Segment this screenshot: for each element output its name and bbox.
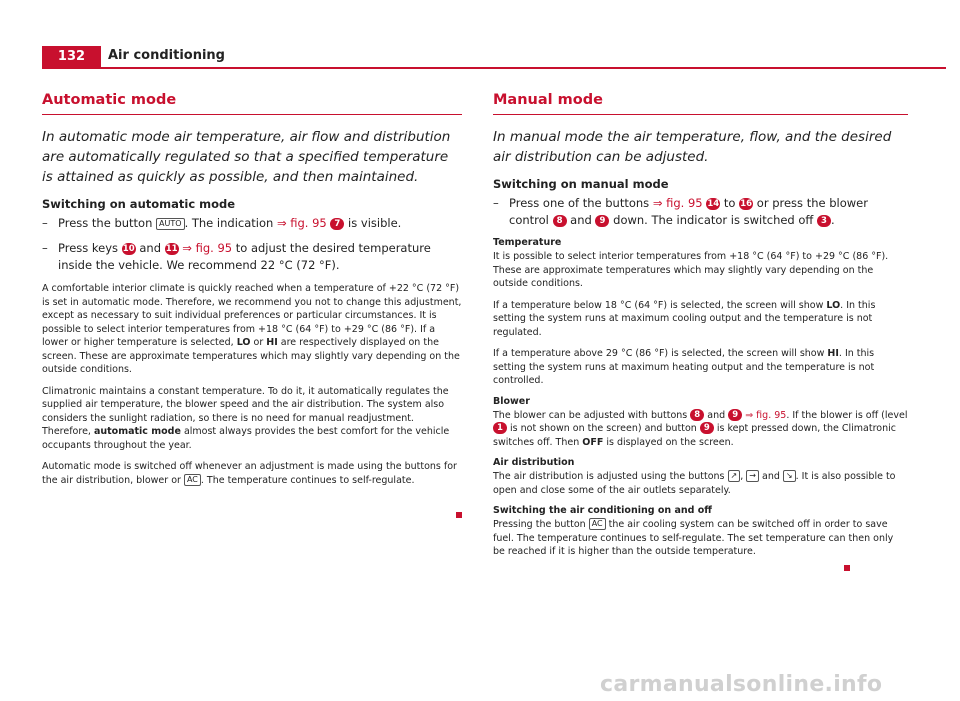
temperature-paragraph-3: If a temperature above 29 °C (86 °F) is selected, the screen will show HI. In this setting the system runs at maximum heating output and the temperature is not controlled. [493,348,875,386]
switching-on-automatic-subhead: Switching on automatic mode [42,197,236,211]
callout-3: 3 [817,215,831,227]
auto-step-1: – Press the button AUTO . The indication ⇒ fig. 95 7 is visible. [42,216,402,230]
blower-paragraph: The blower can be adjusted with buttons 8 and 9 ⇒ fig. 95. If the blower is off (level 1 is not shown on the screen) and button 9 is kept pressed down, the Climatronic switches off. Then OFF is displayed on the screen. [493,409,908,448]
section-end-marker [844,565,850,571]
callout-8: 8 [553,215,567,227]
auto-paragraph-3: Automatic mode is switched off whenever an adjustment is made using the buttons for the air distribution, blower or AC . The temperature continues to self-regulate. [42,461,457,486]
auto-paragraph-1: A comfortable interior climate is quickly reached when a temperature of +22 °C (72 °F) is set in automatic mode. Therefore, we recommend you not to change this adjustment, except as necessary to suit individual preferences or particular circumstances. It is possible to select interior temperatures from +18 °C (64 °F) to +29 °C (86 °F). If a lower or higher temperature is selected, LO or HI are respectively displayed on the screen. These are approximate temperatures which may slightly vary depending on the outside conditions. [42,283,462,375]
manual-mode-heading: Manual mode [493,92,908,115]
temperature-heading: Temperature [493,237,562,248]
blower-heading: Blower [493,395,530,407]
auto-paragraph-2: Climatronic maintains a constant temperature. To do it, it automatically regulates the supplied air temperature, the blower speed and the air distribution. The system also considers the sunlight radiation, so there is no need for manual readjustment. Therefore, automatic mode almost always provides the best comfort for the vehicle occupants throughout the year. [42,385,450,451]
manual-step-1: – Press one of the buttons ⇒ fig. 95 14 to 16 or press the blower control 8 and 9 down. The indicator is switched off 3 . [493,196,868,227]
callout-9: 9 [728,409,742,421]
temperature-paragraph-1: It is possible to select interior temperatures from +18 °C (64 °F) to +29 °C (86 °F). These are approximate temperatures which may slightly vary depending on the outside conditions. [493,251,889,289]
page-number: 132 [42,46,101,68]
chapter-title: Air conditioning [108,48,225,63]
fig-ref[interactable]: ⇒ fig. 95 [742,409,787,421]
auto-key: AUTO [156,218,185,230]
ac-on-off-heading: Switching the air conditioning on and off [493,505,712,516]
callout-10: 10 [122,244,135,254]
callout-1: 1 [493,422,507,434]
callout-14: 14 [707,199,720,209]
manual-mode-intro: In manual mode the air temperature, flow, and the desired air distribution can be adjusted. [493,129,892,165]
fig-ref[interactable]: ⇒ fig. 95 [178,241,233,255]
ac-key: AC [589,518,606,530]
windshield-airflow-icon: ↗ [728,470,741,482]
air-distribution-heading: Air distribution [493,457,575,468]
auto-step-2: – Press keys 10 and 11 ⇒ fig. 95 to adjust the desired temperature inside the vehicle. We recommend 22 °C (72 °F). [42,241,431,272]
right-column [493,92,908,567]
section-end-marker [456,512,462,518]
watermark: carmanualsonline.info [600,672,883,697]
switching-on-manual-subhead: Switching on manual mode [493,177,669,191]
automatic-mode-intro: In automatic mode air temperature, air flow and distribution are automatically regulated so that a specified temperature is attained as quickly as possible, and then maintained. [42,129,451,185]
fig-ref[interactable]: ⇒ fig. 95 [276,216,327,230]
fig-ref[interactable]: ⇒ fig. 95 [652,196,703,210]
ac-key: AC [184,474,201,486]
footwell-airflow-icon: ↘ [783,470,796,482]
air-distribution-paragraph: The air distribution is adjusted using the buttons ↗ , → and ↘ . It is also possible to open and close some of the air outlets separately. [493,471,896,496]
callout-8: 8 [690,409,704,421]
header-rule [42,67,946,69]
temperature-paragraph-2: If a temperature below 18 °C (64 °F) is selected, the screen will show LO. In this setting the system runs at maximum cooling output and the temperature is not regulated. [493,299,876,338]
ac-on-off-paragraph: Pressing the button AC the air cooling system can be switched off in order to save fuel. The temperature continues to self-regulate. The set temperature can then only be reached if it is higher than the outside temperature. [493,519,894,557]
callout-11: 11 [165,244,178,254]
callout-9: 9 [700,422,714,434]
left-column [42,92,462,495]
face-airflow-icon: → [746,470,759,482]
callout-16: 16 [740,199,753,209]
callout-7: 7 [330,218,344,230]
automatic-mode-heading: Automatic mode [42,92,462,115]
callout-9: 9 [595,215,609,227]
